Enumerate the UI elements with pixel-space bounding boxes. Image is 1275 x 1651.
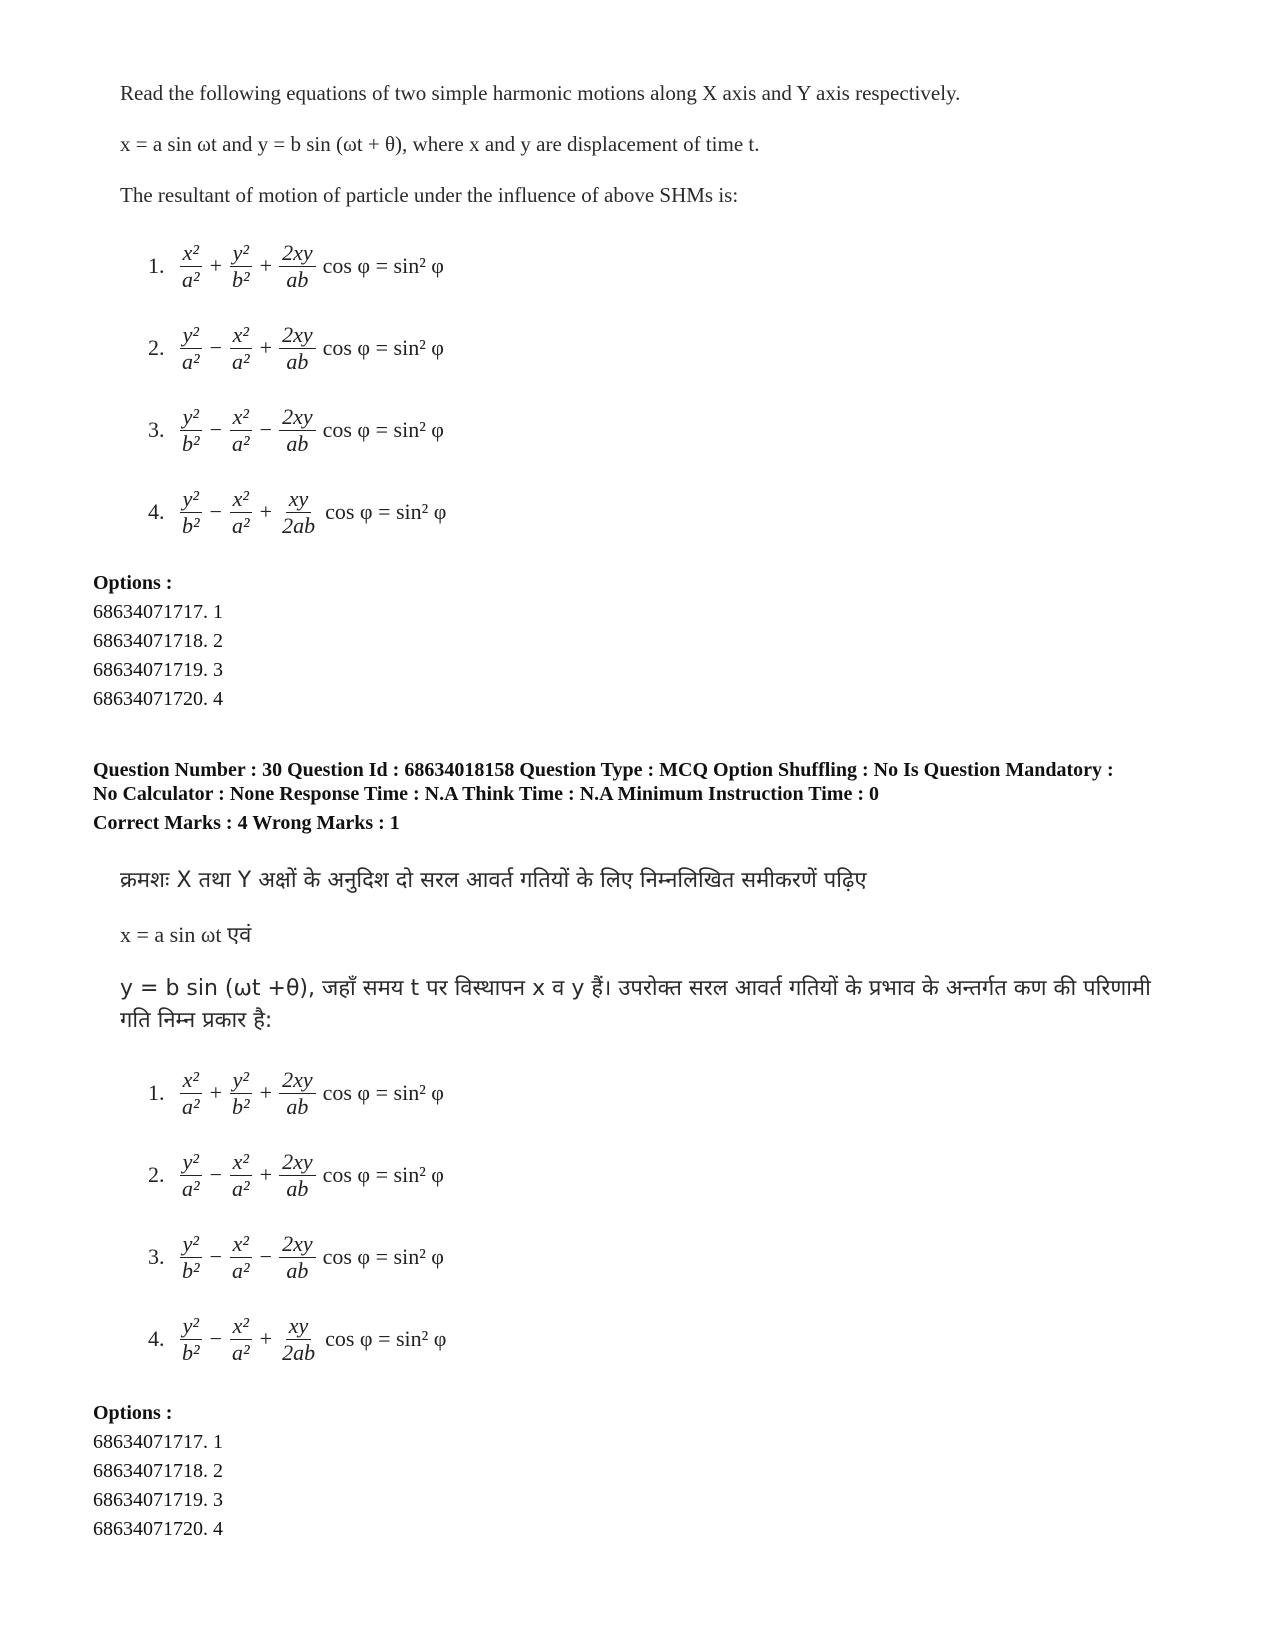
option-item: 68634071718. 2	[93, 1460, 223, 1482]
question-text-line3: The resultant of motion of particle under the influence of above SHMs is:	[120, 183, 739, 207]
equation-option-1: 1. $\frac{\text{x²}}{\text{a²}}$ + $\frac{\text{y²}}{\text{b²}}$ + $\frac{2xy}{ab}$ cos φ = sin² φ	[148, 1066, 444, 1119]
question-english	[120, 80, 1170, 233]
question-hindi	[120, 865, 1180, 1059]
equation-list-hindi	[148, 1052, 446, 1380]
options-title: Options :	[93, 572, 173, 594]
option-item: 68634071717. 1	[93, 601, 223, 623]
question-hindi-line3: y = b sin (ωt +θ), जहाँ समय t पर विस्थापन x व y हैं। उपरोक्त सरल आवर्त गतियों के प्रभाव के अन्तर्गत कण की परिणामी गति निम्न प्रकार है:	[120, 976, 1151, 1033]
options-title: Options :	[93, 1402, 173, 1424]
meta-line2: No Calculator : None Response Time : N.A Think Time : N.A Minimum Instruction Time : 0	[93, 783, 879, 805]
options-list	[93, 569, 223, 714]
equation-option-1: 1. $\frac{\text{x²}}{\text{a²}}$ + $\frac{\text{y²}}{\text{b²}}$ + $\frac{2xy}{ab}$ cos φ = sin² φ	[148, 239, 444, 292]
equation-option-4: 4. $\frac{\text{y²}}{\text{b²}}$ − $\frac{\text{x²}}{\text{a²}}$ + $\frac{xy}{2ab}$ cos φ = sin² φ	[148, 485, 447, 538]
question-text-line1: Read the following equations of two simple harmonic motions along X axis and Y axis respectively.	[120, 81, 961, 105]
equation-option-4: 4. $\frac{\text{y²}}{\text{b²}}$ − $\frac{\text{x²}}{\text{a²}}$ + $\frac{xy}{2ab}$ cos φ = sin² φ	[148, 1312, 447, 1365]
meta-line3: Correct Marks : 4 Wrong Marks : 1	[93, 812, 400, 834]
equation-option-2: 2. $\frac{\text{y²}}{\text{a²}}$ − $\frac{\text{x²}}{\text{a²}}$ + $\frac{2xy}{ab}$ cos φ = sin² φ	[148, 321, 444, 374]
meta-line1: Question Number : 30 Question Id : 68634018158 Question Type : MCQ Option Shuffling : No Is Question Mandatory :	[93, 759, 1114, 781]
question-hindi-line1: क्रमशः X तथा Y अक्षों के अनुदिश दो सरल आवर्त गतियों के लिए निम्नलिखित समीकरणें पढ़िए	[120, 868, 867, 893]
question-text-line2: x = a sin ωt and y = b sin (ωt + θ), where x and y are displacement of time t.	[120, 132, 760, 156]
options-list	[93, 1399, 223, 1544]
option-item: 68634071719. 3	[93, 659, 223, 681]
option-item: 68634071720. 4	[93, 688, 223, 710]
question-hindi-line2: x = a sin ωt एवं	[120, 922, 252, 947]
option-item: 68634071719. 3	[93, 1489, 223, 1511]
equation-option-3: 3. $\frac{\text{y²}}{\text{b²}}$ − $\frac{\text{x²}}{\text{a²}}$ − $\frac{2xy}{ab}$ cos φ = sin² φ	[148, 403, 444, 456]
option-item: 68634071720. 4	[93, 1518, 223, 1540]
equation-option-3: 3. $\frac{\text{y²}}{\text{b²}}$ − $\frac{\text{x²}}{\text{a²}}$ − $\frac{2xy}{ab}$ cos φ = sin² φ	[148, 1230, 444, 1283]
equation-option-2: 2. $\frac{\text{y²}}{\text{a²}}$ − $\frac{\text{x²}}{\text{a²}}$ + $\frac{2xy}{ab}$ cos φ = sin² φ	[148, 1148, 444, 1201]
option-item: 68634071718. 2	[93, 630, 223, 652]
question-meta	[93, 758, 1213, 835]
option-item: 68634071717. 1	[93, 1431, 223, 1453]
equation-list-english	[148, 225, 446, 553]
